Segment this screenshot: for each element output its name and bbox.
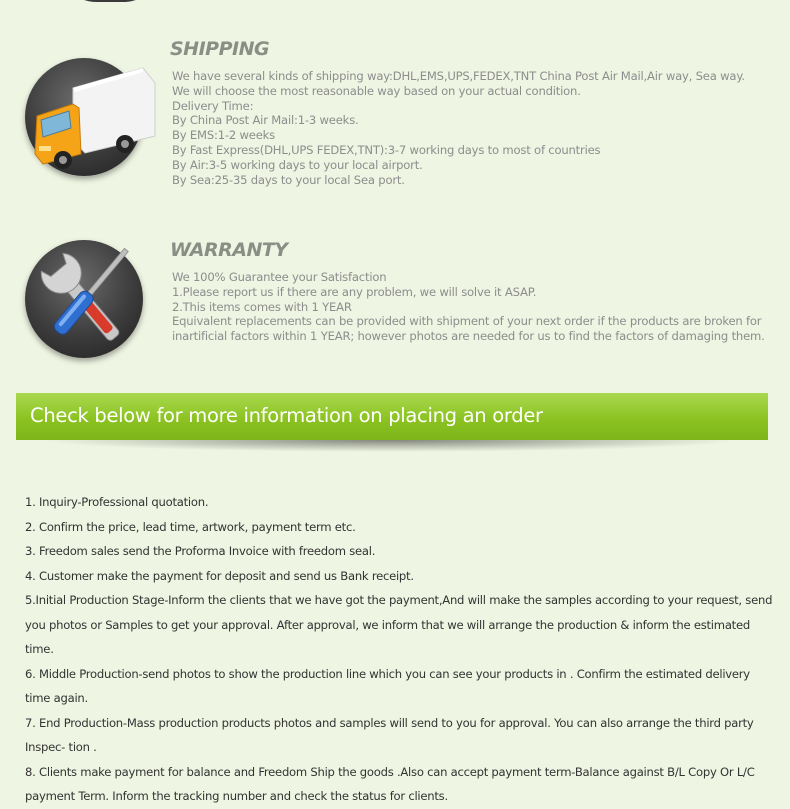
order-step: 4. Customer make the payment for deposit and send us Bank receipt. bbox=[25, 568, 414, 583]
order-step: 7. End Production-Mass production products photos and samples will send to you for approval. You can also arrange the third party Inspec- tion . bbox=[25, 715, 754, 754]
shipping-text bbox=[172, 69, 772, 187]
warranty-title: WARRANTY bbox=[170, 239, 288, 261]
shipping-line: By China Post Air Mail:1-3 weeks. bbox=[172, 113, 359, 128]
warranty-line: 2.This items comes with 1 YEAR bbox=[172, 299, 352, 314]
truck-icon bbox=[25, 58, 143, 176]
order-step: 2. Confirm the price, lead time, artwork, payment term etc. bbox=[25, 519, 356, 534]
order-step: 1. Inquiry-Professional quotation. bbox=[25, 495, 209, 509]
order-info-banner bbox=[16, 393, 768, 440]
banner-shadow bbox=[40, 440, 740, 452]
previous-section-icon-edge bbox=[55, 0, 165, 2]
shipping-line: By Fast Express(DHL,UPS FEDEX,TNT):3-7 working days to most of countries bbox=[172, 142, 601, 157]
warranty-text bbox=[172, 270, 772, 344]
shipping-line: We have several kinds of shipping way:DHL,EMS,UPS,FEDEX,TNT China Post Air Mail,Air way, Sea way. bbox=[172, 69, 745, 83]
order-step: 3. Freedom sales send the Proforma Invoice with freedom seal. bbox=[25, 544, 376, 558]
warranty-line: We 100% Guarantee your Satisfaction bbox=[172, 270, 387, 284]
order-step: 6. Middle Production-send photos to show the production line which you can see your products in . Confirm the estimated delivery time again. bbox=[25, 666, 750, 705]
shipping-line: By EMS:1-2 weeks bbox=[172, 128, 276, 143]
shipping-line: We will choose the most reasonable way based on your actual condition. bbox=[172, 83, 581, 98]
warranty-line: Equivalent replacements can be provided with shipment of your next order if the products are broken for inartificial factors within 1 YEAR; however photos are needed for us to find the factors of damaging them. bbox=[172, 314, 765, 344]
shipping-line: Delivery Time: bbox=[172, 98, 254, 113]
shipping-line: By Air:3-5 working days to your local airport. bbox=[172, 157, 423, 172]
shipping-title: SHIPPING bbox=[170, 38, 270, 60]
banner-text: Check below for more information on placing an order bbox=[30, 404, 543, 427]
tools-icon bbox=[25, 240, 143, 358]
warranty-line: 1.Please report us if there are any problem, we will solve it ASAP. bbox=[172, 284, 537, 299]
order-step: 8. Clients make payment for balance and Freedom Ship the goods .Also can accept payment term-Balance against B/L Copy Or L/C payment Term. Inform the tracking number and check the status for clients. bbox=[25, 764, 755, 803]
order-step: 5.Initial Production Stage-Inform the clients that we have got the payment,And will make the samples according to your request, send you photos or Samples to get your approval. After approval, we inform that we will arrange the production & inform the estimated time. bbox=[25, 593, 773, 656]
shipping-line: By Sea:25-35 days to your local Sea port. bbox=[172, 172, 405, 187]
order-steps-list bbox=[25, 490, 777, 809]
